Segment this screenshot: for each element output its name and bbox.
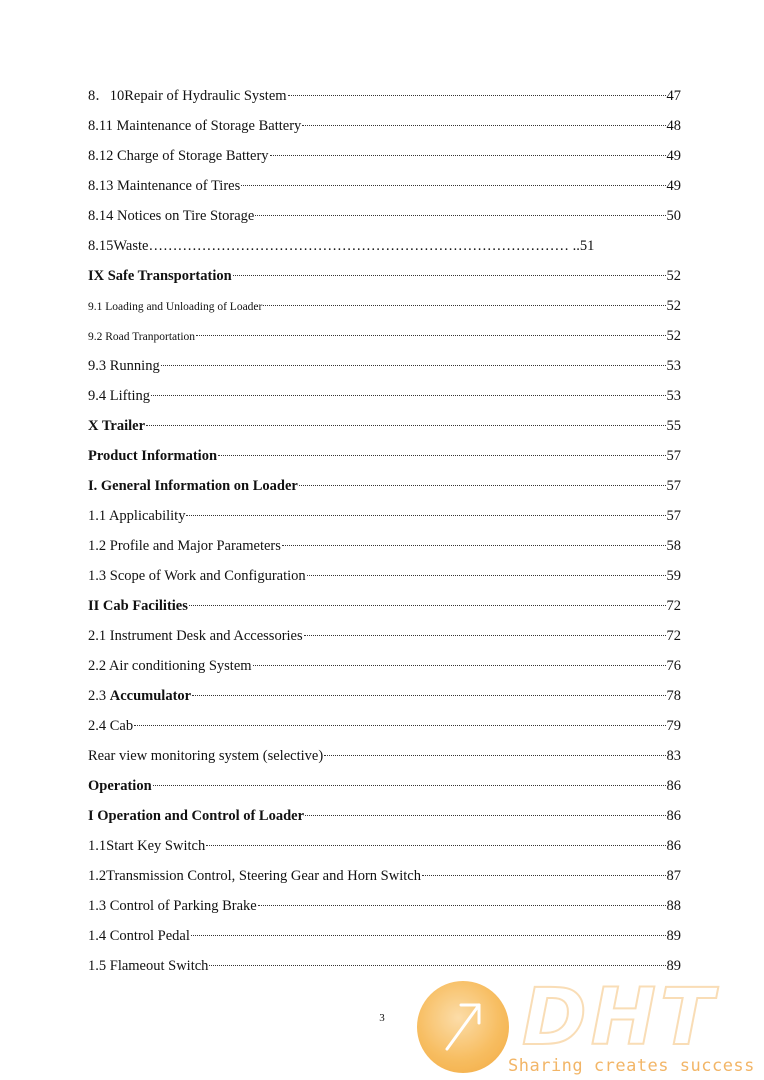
toc-entry: 8.12 Charge of Storage Battery 49 (88, 148, 681, 164)
toc-section-heading: I. General Information on Loader 57 (88, 478, 681, 494)
toc-entry: Rear view monitoring system (selective) 83 (88, 748, 681, 764)
toc-entry: 1.2Transmission Control, Steering Gear and Horn Switch 87 (88, 868, 681, 884)
toc-entry: 8．10Repair of Hydraulic System 47 (88, 88, 681, 104)
watermark-slogan: Sharing creates success (508, 1056, 755, 1076)
toc-entry: 2.2 Air conditioning System 76 (88, 658, 681, 674)
toc-entry-waste: 8.15Waste…………………………………………………………………………… ..51 (88, 238, 595, 254)
toc-entry: 9.4 Lifting 53 (88, 388, 681, 404)
toc-part-heading: Product Information 57 (88, 448, 681, 464)
toc-section-heading: I Operation and Control of Loader 86 (88, 808, 681, 824)
toc-section-heading: IX Safe Transportation 52 (88, 268, 681, 284)
toc-entry: 8.13 Maintenance of Tires 49 (88, 178, 681, 194)
toc-entry: 9.2 Road Tranportation 52 (88, 328, 681, 344)
toc-entry: 8.11 Maintenance of Storage Battery 48 (88, 118, 681, 134)
watermark-arrow-icon (417, 981, 509, 1073)
toc-part-heading: Operation 86 (88, 778, 681, 794)
table-of-contents (88, 81, 681, 981)
toc-entry: 9.1 Loading and Unloading of Loader 52 (88, 298, 681, 314)
toc-entry: 1.3 Control of Parking Brake 88 (88, 898, 681, 914)
toc-entry: 1.2 Profile and Major Parameters 58 (88, 538, 681, 554)
toc-entry: 9.3 Running 53 (88, 358, 681, 374)
page-number: 3 (379, 1012, 385, 1024)
toc-entry: 2.1 Instrument Desk and Accessories 72 (88, 628, 681, 644)
watermark-logo: DHT (522, 973, 718, 1063)
toc-section-heading: II Cab Facilities 72 (88, 598, 681, 614)
toc-entry: 1.1 Applicability 57 (88, 508, 681, 524)
toc-section-heading: X Trailer 55 (88, 418, 681, 434)
toc-entry: 2.4 Cab 79 (88, 718, 681, 734)
toc-entry: 2.3 Accumulator 78 (88, 688, 681, 704)
toc-entry: 1.4 Control Pedal 89 (88, 928, 681, 944)
toc-entry: 1.5 Flameout Switch 89 (88, 958, 681, 974)
toc-entry: 1.3 Scope of Work and Configuration 59 (88, 568, 681, 584)
toc-entry: 8.14 Notices on Tire Storage 50 (88, 208, 681, 224)
toc-entry: 1.1Start Key Switch 86 (88, 838, 681, 854)
